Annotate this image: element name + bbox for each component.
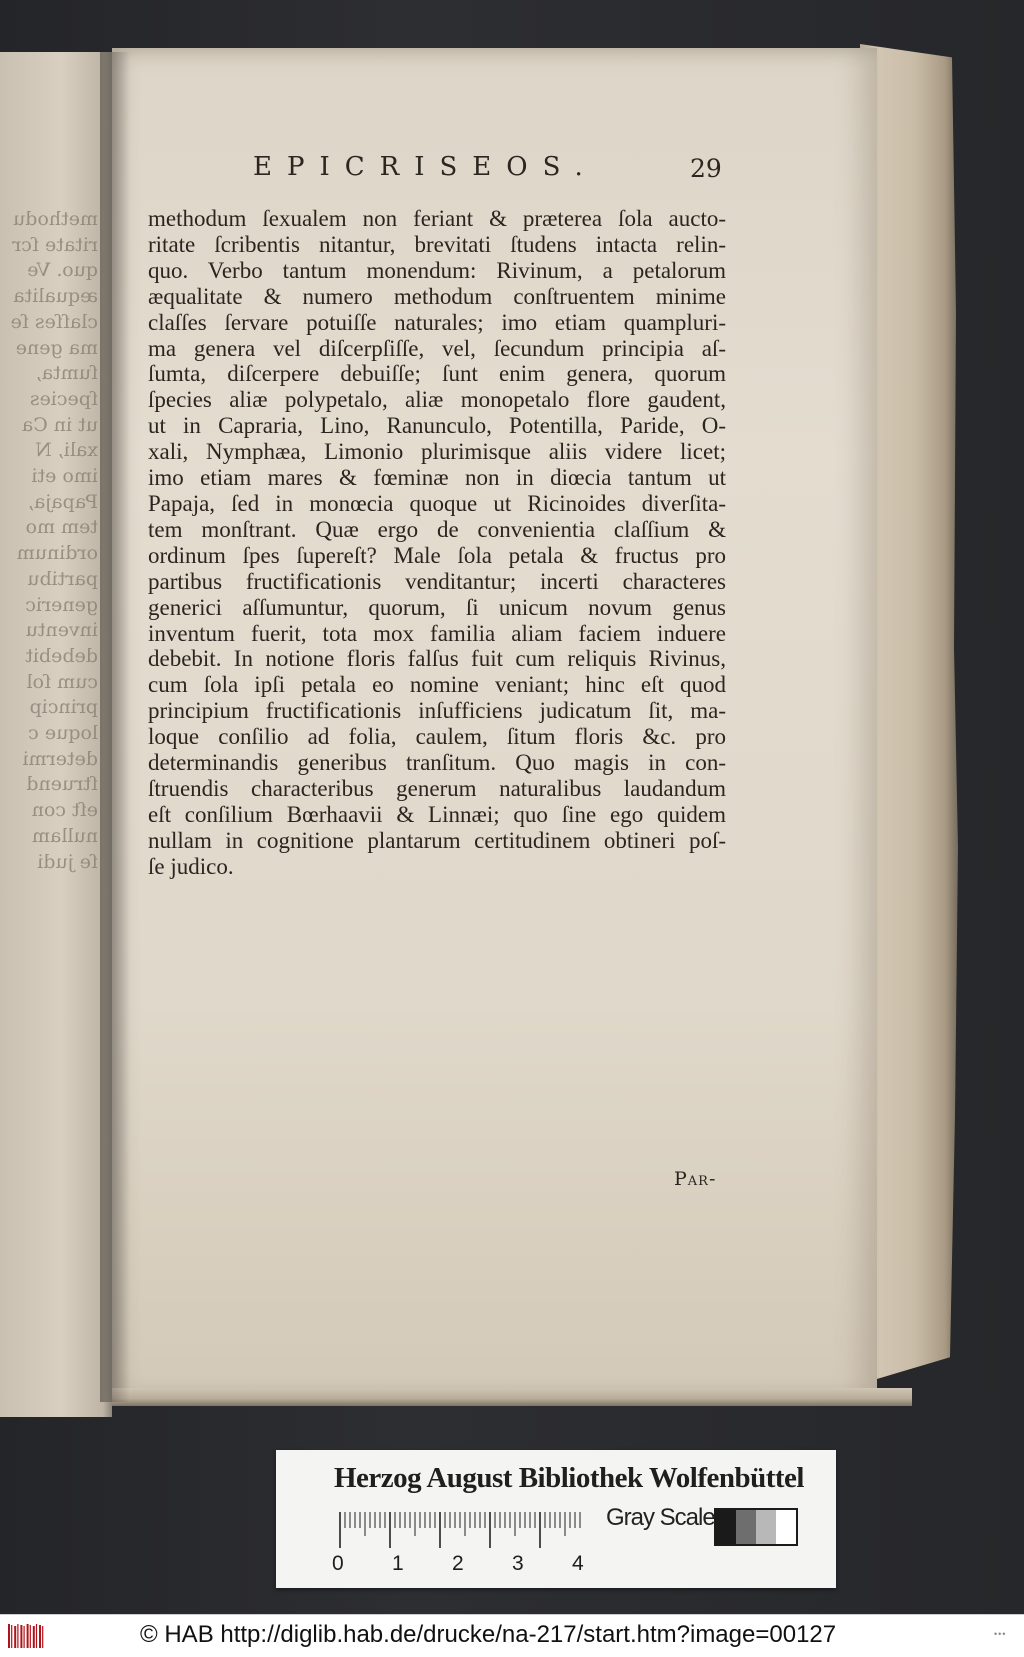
logo-bar xyxy=(14,1626,16,1648)
text-line: Papaja, ſed in monœcia quoque ut Ricinoides diverſita- xyxy=(148,490,726,516)
text-line: ordinum ſpes ſupereſt? Male ſola petala & fructus pro xyxy=(148,542,726,568)
page-number: 29 xyxy=(690,154,722,183)
bleed-line: princip xyxy=(29,696,98,719)
gray-scale-label: Gray Scale xyxy=(606,1504,715,1531)
bleed-line: ma gene xyxy=(15,336,98,359)
page-bottom-edge xyxy=(112,1388,912,1406)
text-line: quo. Verbo tantum monendum: Rivinum, a petalorum xyxy=(148,257,726,283)
logo-bar xyxy=(39,1625,41,1648)
ruler-number: 2 xyxy=(452,1552,464,1575)
gray-swatch xyxy=(756,1510,776,1544)
text-line: debebit. In notione floris falſus fuit cum reliquis Rivinus, xyxy=(148,646,726,672)
bleed-line: eſt con xyxy=(31,799,98,822)
footer-bar xyxy=(0,1614,1024,1657)
logo-bar xyxy=(42,1626,43,1648)
ruler-number: 4 xyxy=(572,1552,584,1575)
bleed-line: Papaja, xyxy=(27,490,98,513)
bleed-line: determi xyxy=(22,747,98,770)
bleed-line: nullam xyxy=(32,824,98,847)
gray-swatch xyxy=(776,1510,796,1544)
text-line: ſpecies aliæ polypetalo, aliæ monopetalo flore gaudent, xyxy=(148,387,726,413)
text-line: loque conſilio ad folia, caulem, ſitum floris &c. pro xyxy=(148,724,726,750)
bleed-line: claſſes ſe xyxy=(10,310,98,333)
bleed-line: partibu xyxy=(27,567,98,590)
color-scale-card xyxy=(276,1450,836,1588)
text-line: ſumta, diſcerpere debuiſſe; ſunt enim genera, quorum xyxy=(148,361,726,387)
ruler-number: 3 xyxy=(512,1552,524,1575)
facing-page xyxy=(0,52,112,1417)
bleed-line: ſe judi xyxy=(37,850,98,873)
text-line: cum ſola ipſi petala eo nomine veniant; hinc eſt quod xyxy=(148,672,726,698)
bleed-line: ſpecies xyxy=(29,387,98,410)
logo-bar xyxy=(33,1626,35,1648)
bleed-line: xali, N xyxy=(35,439,98,462)
bleed-line: ordinum xyxy=(16,542,98,565)
hab-logo-icon xyxy=(6,1621,46,1651)
text-line: ſe judico. xyxy=(148,853,234,879)
bleed-line: æqualita xyxy=(13,285,98,308)
logo-bar xyxy=(24,1626,25,1648)
logo-bar xyxy=(36,1624,37,1648)
footer-copyright-url[interactable]: © HAB http://diglib.hab.de/drucke/na-217/start.htm?image=00127 xyxy=(140,1621,837,1648)
bleed-line: ritate ſcr xyxy=(12,233,98,256)
running-head: EPICRISEOS. xyxy=(253,152,598,182)
bleed-line: inventu xyxy=(25,619,98,642)
text-line: generici aſſumuntur, quorum, ſi unicum novum genus xyxy=(148,594,726,620)
text-line: xali, Nymphæa, Limonio plurimisque aliis videre licet; xyxy=(148,439,726,465)
gray-swatch xyxy=(736,1510,756,1544)
text-line: methodum ſexualem non feriant & præterea ſola aucto- xyxy=(148,206,726,231)
bleed-line: tem mo xyxy=(25,516,98,539)
footer-dots: ••• xyxy=(994,1629,1007,1639)
text-line: ritate ſcribentis nitantur, brevitati ſtudens intacta relin- xyxy=(148,231,726,257)
ruler-number: 0 xyxy=(332,1552,344,1575)
gray-scale-bar xyxy=(714,1508,798,1546)
logo-bar xyxy=(27,1624,29,1648)
text-line: claſſes ſervare potuiſſe naturales; imo etiam quampluri- xyxy=(148,309,726,335)
bleed-line: cum ſol xyxy=(26,670,98,693)
logo-bar xyxy=(8,1624,10,1648)
text-line: æqualitate & numero methodum conſtruentem minime xyxy=(148,283,726,309)
bleed-line: ut in Ca xyxy=(21,413,98,436)
text-line: ſtruendis characteribus generum naturalibus laudandum xyxy=(148,775,726,801)
gray-swatch xyxy=(716,1510,736,1544)
logo-bar xyxy=(30,1625,31,1648)
gutter-shadow xyxy=(100,52,130,1402)
text-line: partibus fructificationis venditantur; incerti characteres xyxy=(148,568,726,594)
logo-bar xyxy=(17,1624,18,1648)
bleed-line: methodu xyxy=(13,208,98,230)
ruler-number: 1 xyxy=(392,1552,404,1575)
bleed-line: loque c xyxy=(28,722,98,745)
text-line: determinandis generibus tranſitum. Quo magis in con- xyxy=(148,750,726,776)
catchword: Par- xyxy=(674,1168,717,1190)
logo-bar xyxy=(11,1625,12,1648)
bleed-line: debebit xyxy=(25,644,98,667)
bleed-line: ſumta, xyxy=(35,362,98,385)
text-line: tem monſtrant. Quæ ergo de convenientia claſſium & xyxy=(148,516,726,542)
ruler-icon xyxy=(338,1510,588,1550)
ruler-numbers xyxy=(332,1552,592,1576)
bleed-line: ſtruend xyxy=(26,773,98,796)
text-line: inventum fuerit, tota mox familia aliam faciem induere xyxy=(148,620,726,646)
text-line: eſt conſilium Bœrhaavii & Linnæi; quo ſine ego quidem xyxy=(148,801,726,827)
text-line: imo etiam mares & fœminæ non in diœcia tantum ut xyxy=(148,465,726,491)
text-line: nullam in cognitione plantarum certitudinem obtineri poſ- xyxy=(148,827,726,853)
text-line: ut in Capraria, Lino, Ranunculo, Potentilla, Paride, O- xyxy=(148,413,726,439)
text-line: principium fructificationis inſufficiens judicatum ſit, ma- xyxy=(148,698,726,724)
text-line: ma genera vel diſcerpſiſſe, vel, ſecundum principia aſ- xyxy=(148,335,726,361)
bleed-line: quo. Ve xyxy=(27,259,98,282)
bleed-line: generic xyxy=(25,593,98,616)
body-text xyxy=(148,206,726,880)
facing-page-bleed-text xyxy=(0,207,98,875)
bleed-line: imo eti xyxy=(31,465,98,488)
logo-bar xyxy=(20,1625,22,1648)
scale-card-title: Herzog August Bibliothek Wolfenbüttel xyxy=(334,1462,804,1494)
